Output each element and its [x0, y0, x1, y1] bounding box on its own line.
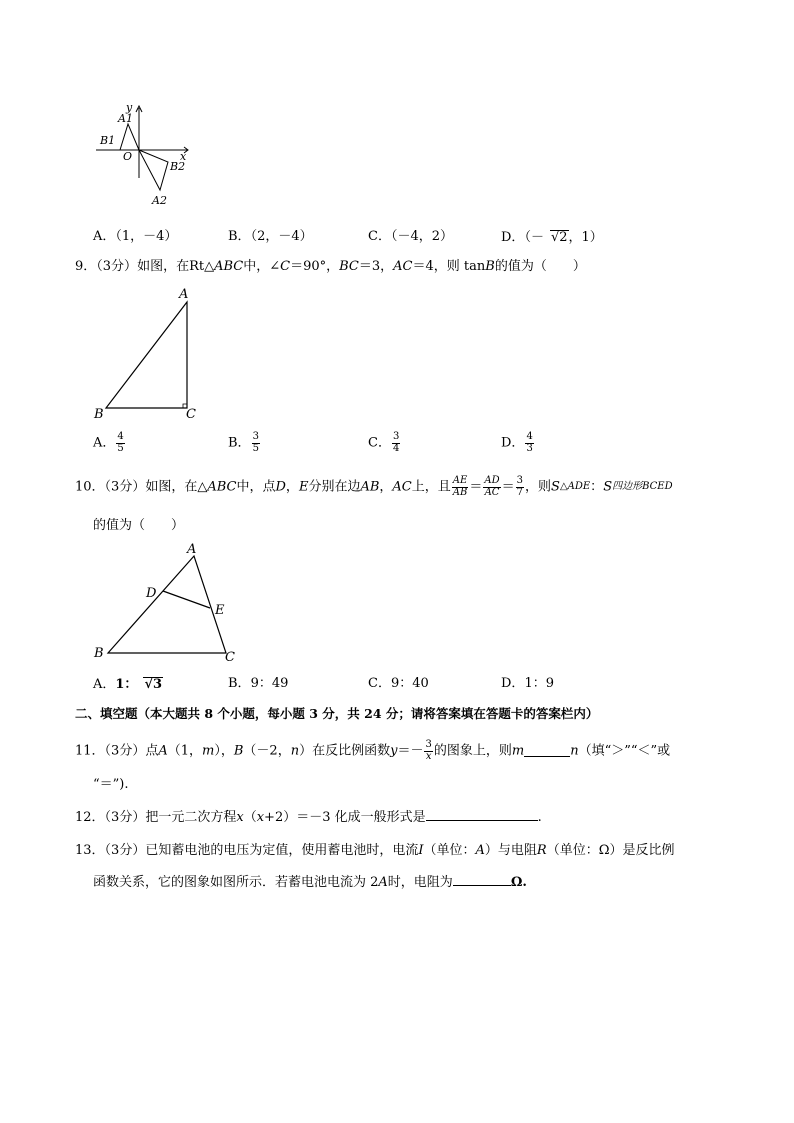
label-o: O — [123, 150, 133, 163]
label-a: A — [187, 542, 197, 557]
label-a: A — [179, 287, 189, 302]
label-y: y — [126, 101, 133, 114]
section-2-heading: 二、填空题（本大题共 8 个小题，每小题 3 分，共 24 分；请将答案填在答题卡的答案栏内） — [75, 706, 599, 721]
q10-option-c: C．9：40 — [368, 676, 429, 691]
q8-figure — [90, 98, 200, 213]
label-b2: B2 — [170, 160, 186, 173]
q13-stem-line2: 函数关系，它的图象如图所示．若蓄电池电流为 2A时，电阻为 Ω. — [93, 875, 527, 890]
q11-stem-line2: “＝”). — [93, 777, 129, 792]
q10-option-b: B．9：49 — [228, 676, 289, 691]
q10-option-d: D．1：9 — [501, 676, 554, 691]
q10-stem: 10．（3分）如图，在△ABC中，点D，E分别在边AB，AC上，且 $\frac{AE}{AB}$ ＝ $\frac{AD}{AC}$ ＝ $\frac{3}{7}$ ，则S△ADE：S四边形BCED — [75, 475, 673, 498]
label-c: C — [186, 407, 196, 422]
q9-option-d: D． $\frac{4}{3}$ — [501, 431, 533, 454]
label-x: x — [180, 150, 187, 163]
q10-triangle-figure — [90, 540, 250, 665]
q8-option-a: A．（1，－4） — [93, 229, 178, 244]
q9-option-b: B． $\frac{3}{5}$ — [228, 431, 259, 454]
label-a1: A1 — [118, 112, 133, 125]
q13-stem: 13．（3分）已知蓄电池的电压为定值，使用蓄电池时，电流I（单位：A）与电阻R（单位：Ω）是反比例 — [75, 843, 675, 858]
label-d: D — [146, 586, 157, 601]
q12-answer-blank[interactable] — [426, 810, 538, 821]
label-b: B — [94, 407, 104, 422]
q10-stem-line2: 的值为（ ） — [93, 518, 185, 533]
q9-option-a: A． $\frac{4}{5}$ — [93, 431, 124, 454]
q10-option-a: A．1： √3 — [93, 677, 163, 692]
label-e: E — [215, 603, 225, 618]
q9-option-c: C． $\frac{3}{4}$ — [368, 431, 400, 454]
label-a2: A2 — [152, 194, 167, 207]
q11-stem: 11．（3分）点A（1，m），B（－2，n）在反比例函数y＝－ $\frac{3}{x}$ 的图象上，则m n（填“＞”“＜”或 — [75, 739, 671, 762]
label-c: C — [225, 650, 235, 665]
q9-stem: 9．（3分）如图，在Rt△ABC中，∠C＝90°，BC＝3，AC＝4，则 tanB的值为（ ） — [75, 259, 586, 274]
q11-answer-blank[interactable] — [524, 746, 570, 757]
q8-option-d: D．（－ √2，1） — [501, 230, 603, 245]
q9-triangle-figure — [90, 285, 210, 425]
label-b1: B1 — [100, 134, 116, 147]
q12-stem: 12．（3分）把一元二次方程x（x+2）＝－3 化成一般形式是 . — [75, 810, 542, 825]
q8-option-c: C．（－4，2） — [368, 229, 453, 244]
label-b: B — [94, 646, 104, 661]
q13-answer-blank[interactable] — [453, 875, 511, 886]
q8-option-b: B．（2，－4） — [228, 229, 313, 244]
